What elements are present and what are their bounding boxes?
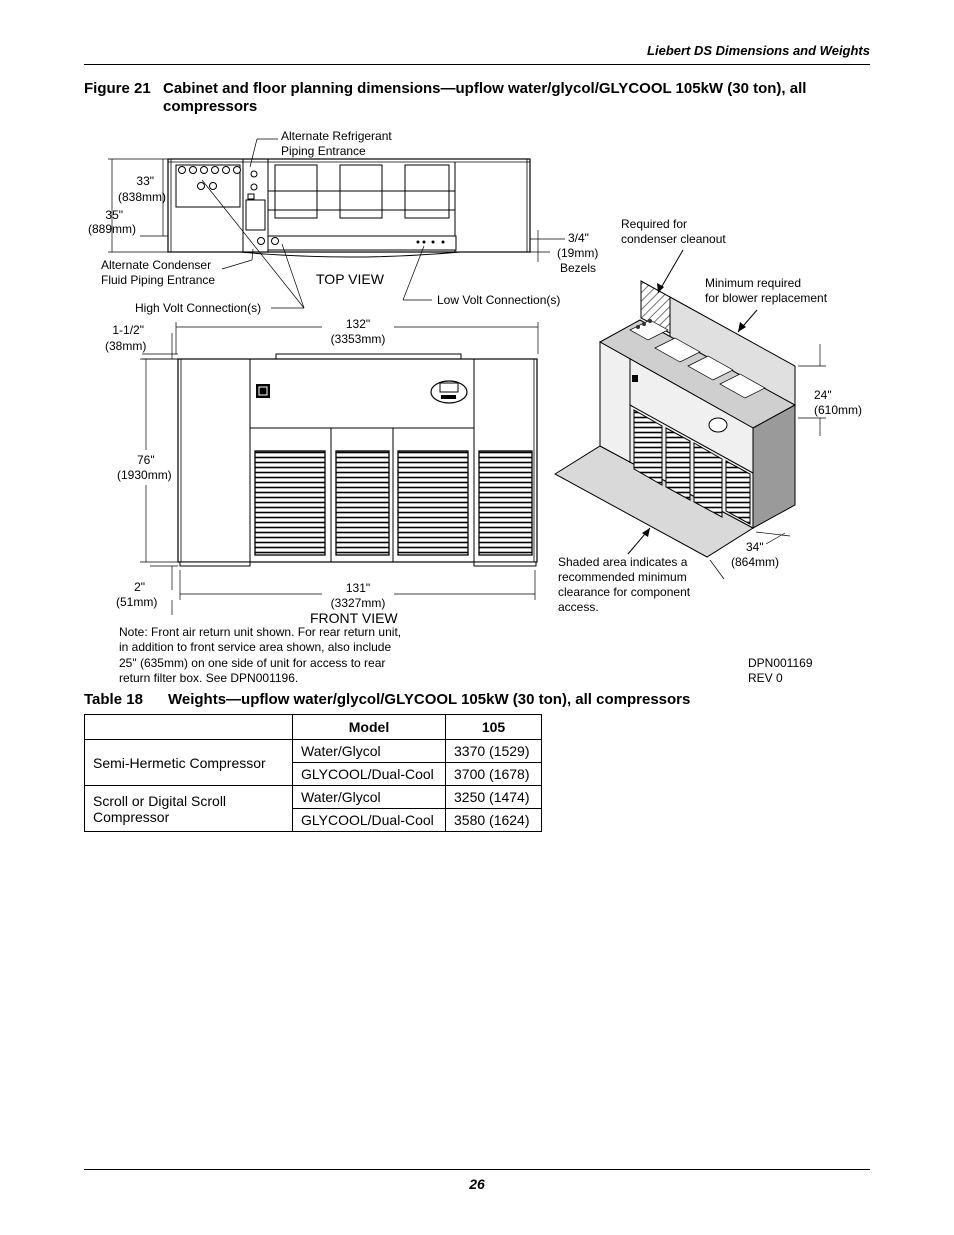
dim-35-mm: (889mm) (88, 222, 137, 236)
dim-24-mm: (610mm) (814, 403, 863, 417)
dim-76-inch: 76" (137, 453, 155, 467)
top-view (88, 129, 598, 315)
shaded-area-label-3: clearance for component (558, 585, 691, 599)
dim-1-5-mm: (38mm) (105, 339, 147, 353)
dpn-number: DPN001169 (748, 656, 813, 670)
row-type: Water/Glycol (293, 786, 446, 809)
dim-131-mm: (3327mm) (330, 596, 386, 610)
row-type: GLYCOOL/Dual-Cool (293, 763, 446, 786)
condenser-cleanout-label-2: condenser cleanout (621, 232, 726, 246)
running-header-title: Liebert DS Dimensions and Weights (647, 43, 870, 58)
table-row (85, 786, 542, 809)
note-line-2: in addition to front service area shown, also include (119, 640, 392, 654)
shaded-area-label-4: access. (558, 600, 599, 614)
row-value: 3250 (1474) (446, 786, 542, 809)
bezel-dim-inch: 3/4" (568, 231, 589, 245)
dim-33-mm: (838mm) (118, 190, 167, 204)
table-label: Table 18 (84, 691, 143, 708)
blower-replacement-label-2: for blower replacement (705, 291, 828, 305)
bezel-label: Bezels (560, 261, 597, 275)
dim-33-inch: 33" (136, 174, 154, 188)
revision: REV 0 (748, 671, 783, 685)
top-view-filter-panels (268, 165, 455, 218)
figure-title: Cabinet and floor planning dimensions—upflow water/glycol/GLYCOOL 105kW (30 ton), all compressors (163, 80, 807, 115)
row-value: 3700 (1678) (446, 763, 542, 786)
front-view (105, 317, 538, 626)
high-volt-label: High Volt Connection(s) (135, 301, 262, 315)
dim-132-inch: 132" (345, 317, 371, 331)
isometric-view (555, 217, 862, 614)
shaded-area-label-2: recommended minimum (558, 570, 687, 584)
row-value: 3580 (1624) (446, 809, 542, 832)
top-view-title: TOP VIEW (316, 271, 384, 287)
table-header-value: 105 (446, 715, 542, 740)
front-view-title: FRONT VIEW (310, 610, 398, 626)
table-header-row (85, 715, 542, 740)
note-line-1: Note: Front air return unit shown. For rear return unit, (119, 625, 402, 639)
blower-replacement-label-1: Minimum required (705, 276, 802, 290)
row-value: 3370 (1529) (446, 740, 542, 763)
weights-table (84, 714, 542, 832)
dim-76-mm: (1930mm) (117, 468, 172, 482)
dim-132-mm: (3353mm) (330, 332, 386, 346)
figure-note (119, 625, 401, 685)
table-header-model: Model (293, 715, 446, 740)
dim-2-inch: 2" (134, 580, 145, 594)
dim-2-mm: (51mm) (116, 595, 158, 609)
note-line-3: 25" (635mm) on one side of unit for access to rear (119, 656, 386, 670)
dim-35-inch: 35" (105, 208, 123, 222)
condenser-cleanout-label-1: Required for (621, 217, 688, 231)
low-volt-label: Low Volt Connection(s) (437, 293, 561, 307)
row-type: GLYCOOL/Dual-Cool (293, 809, 446, 832)
page-number: 26 (469, 1176, 485, 1192)
bezel-dim-mm: (19mm) (557, 246, 599, 260)
alt-condenser-label-1: Alternate Condenser (101, 258, 212, 272)
dim-34-inch: 34" (746, 540, 764, 554)
dim-34-mm: (864mm) (731, 555, 780, 569)
control-display-icon (431, 381, 467, 403)
figure-drawing (0, 120, 954, 690)
table-row (85, 740, 542, 763)
group-name-scroll (85, 786, 293, 832)
group-name-scroll-line2: Compressor (93, 808, 170, 825)
dim-24-inch: 24" (814, 388, 832, 402)
dim-1-5-inch: 1-1/2" (112, 323, 144, 337)
table-header-blank (85, 715, 293, 740)
alt-refrigerant-label-1: Alternate Refrigerant (281, 129, 392, 143)
alt-condenser-label-2: Fluid Piping Entrance (101, 273, 216, 287)
alt-refrigerant-label-2: Piping Entrance (281, 144, 366, 158)
table-title: Weights—upflow water/glycol/GLYCOOL 105kW (30 ton), all compressors (168, 691, 691, 708)
footer-rule (84, 1169, 870, 1170)
group-name-semi-hermetic: Semi-Hermetic Compressor (85, 740, 293, 786)
group-name-scroll-line1: Scroll or Digital Scroll (93, 792, 227, 809)
note-line-4: return filter box. See DPN001196. (119, 671, 299, 685)
figure-label: Figure 21 (84, 80, 151, 97)
logo-badge-icon (256, 384, 270, 398)
shaded-area-label-1: Shaded area indicates a (558, 555, 688, 569)
row-type: Water/Glycol (293, 740, 446, 763)
dim-131-inch: 131" (345, 581, 371, 595)
header-rule (84, 64, 870, 65)
